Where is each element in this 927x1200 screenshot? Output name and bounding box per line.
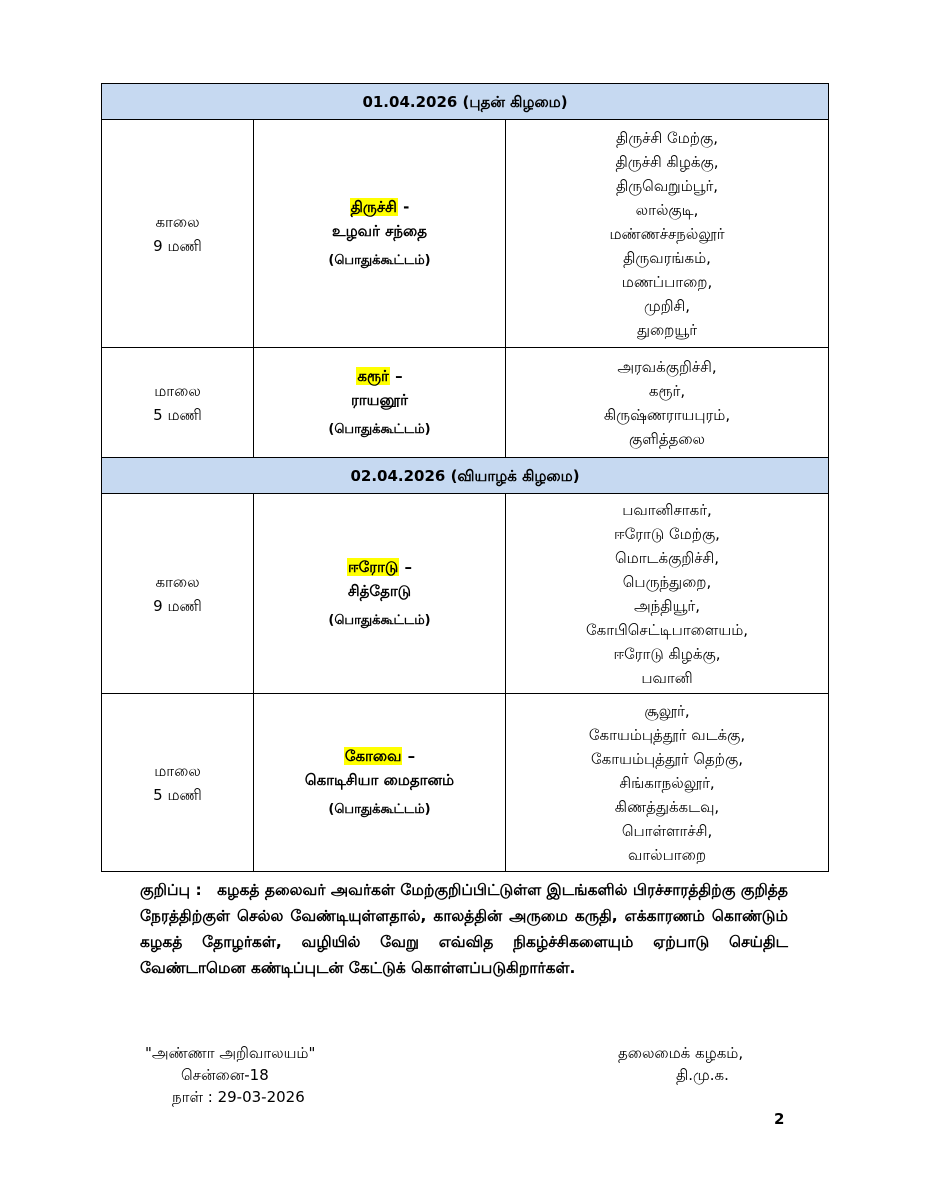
area-item: கோயம்புத்தூர் வடக்கு, (588, 725, 746, 744)
venue-separator: - (397, 197, 410, 216)
issue-date: நாள் : 29-03-2026 (172, 1088, 305, 1106)
session-venue (254, 348, 506, 458)
session-time (102, 120, 254, 348)
date-row (102, 84, 829, 120)
venue-type: (பொதுக்கூட்டம்) (328, 612, 431, 628)
area-item: துறையூர் (636, 320, 698, 339)
office-name: "அண்ணா அறிவாலயம்" (145, 1044, 316, 1062)
footer-signature (618, 1042, 743, 1086)
area-item: கிருஷ்ணராயபுரம், (603, 405, 731, 424)
headquarters-label: தலைமைக் கழகம், (618, 1044, 744, 1062)
session-row (102, 494, 829, 694)
area-item: பவானி (641, 668, 693, 687)
area-item: மணப்பாறை, (621, 272, 713, 291)
time-value: 5 மணி (153, 405, 202, 424)
area-item: திருவரங்கம், (623, 248, 711, 267)
area-item: அரவக்குறிச்சி, (617, 357, 717, 376)
time-value: 9 மணி (153, 236, 202, 255)
session-venue (254, 120, 506, 348)
venue-city: கரூர் (357, 366, 389, 385)
area-item: திருச்சி கிழக்கு, (615, 152, 719, 171)
venue-type: (பொதுக்கூட்டம்) (328, 801, 431, 817)
area-item: ஈரோடு மேற்கு, (614, 524, 720, 543)
area-item: லால்குடி, (635, 200, 699, 219)
session-areas (506, 494, 829, 694)
area-item: மண்ணச்சநல்லூர் (609, 224, 725, 243)
venue-place: ராயனூர் (351, 390, 408, 409)
session-areas (506, 694, 829, 872)
area-item: சூலூர், (644, 701, 690, 720)
area-item: முறிசி, (643, 296, 691, 315)
session-row (102, 694, 829, 872)
session-time (102, 694, 254, 872)
area-item: வால்பாறை (627, 845, 707, 864)
time-label: மாலை (154, 381, 201, 400)
note-label: குறிப்பு : (140, 881, 202, 899)
schedule-table (101, 83, 829, 872)
area-item: மொடக்குறிச்சி, (614, 548, 720, 567)
area-item: அந்தியூர், (633, 596, 701, 615)
area-item: திருச்சி மேற்கு, (616, 128, 718, 147)
venue-heading (258, 195, 501, 219)
date-header: 02.04.2026 (வியாழக் கிழமை) (102, 458, 829, 494)
venue-type: (பொதுக்கூட்டம்) (328, 421, 431, 437)
area-item: கோயம்புத்தூர் தெற்கு, (591, 749, 744, 768)
venue-heading (258, 744, 501, 768)
time-label: மாலை (154, 761, 201, 780)
footer-address (145, 1042, 315, 1108)
venue-place: உழவர் சந்தை (332, 221, 427, 240)
office-city: சென்னை-18 (181, 1066, 269, 1084)
area-item: ஈரோடு கிழக்கு, (613, 644, 721, 663)
area-item: கரூர், (648, 381, 686, 400)
venue-place: கொடிசியா மைதானம் (304, 770, 455, 789)
area-item: பெருந்துறை, (622, 572, 712, 591)
session-time (102, 348, 254, 458)
area-item: பொள்ளாச்சி, (621, 821, 713, 840)
venue-separator: – (402, 746, 416, 765)
time-value: 9 மணி (153, 596, 202, 615)
venue-place: சித்தோடு (347, 581, 412, 600)
time-label: காலை (155, 572, 200, 591)
session-areas (506, 348, 829, 458)
venue-city: திருச்சி (350, 197, 397, 216)
note-paragraph (140, 877, 788, 981)
venue-type: (பொதுக்கூட்டம்) (328, 252, 431, 268)
area-item: கிணத்துக்கடவு, (614, 797, 720, 816)
venue-city: கோவை (344, 746, 402, 765)
area-item: பவானிசாகர், (622, 500, 712, 519)
session-time (102, 494, 254, 694)
area-item: சிங்காநல்லூர், (619, 773, 715, 792)
venue-heading (258, 555, 501, 579)
note-text: கழகத் தலைவர் அவர்கள் மேற்குறிப்பிட்டுள்ள இடங்களில் பிரச்சாரத்திற்கு குறித்த நேரத்திற்குள் செல்ல வேண்டியுள்ளதால், காலத்தின் அருமை கருதி, எக்காரணம் கொண்டும் கழகத் தோழர்கள், வழியில் வேறு எவ்வித நிகழ்ச்சிகளையும் ஏற்பாடு செய்திட வேண்டாமென கண்டிப்புடன் கேட்டுக் கொள்ளப்படுகிறார்கள். (140, 881, 788, 977)
page-number: 2 (774, 1110, 785, 1128)
area-item: திருவெறும்பூர், (615, 176, 719, 195)
session-venue (254, 494, 506, 694)
party-name: தி.மு.க. (676, 1066, 729, 1084)
venue-city: ஈரோடு (348, 557, 399, 576)
session-row (102, 348, 829, 458)
session-venue (254, 694, 506, 872)
venue-heading (258, 364, 501, 388)
time-label: காலை (155, 212, 200, 231)
venue-separator: – (389, 366, 403, 385)
area-item: கோபிசெட்டிபாளையம், (585, 620, 749, 639)
session-areas (506, 120, 829, 348)
date-row (102, 458, 829, 494)
time-value: 5 மணி (153, 785, 202, 804)
date-header: 01.04.2026 (புதன் கிழமை) (102, 84, 829, 120)
venue-separator: – (399, 557, 412, 576)
area-item: குளித்தலை (629, 429, 706, 448)
session-row (102, 120, 829, 348)
